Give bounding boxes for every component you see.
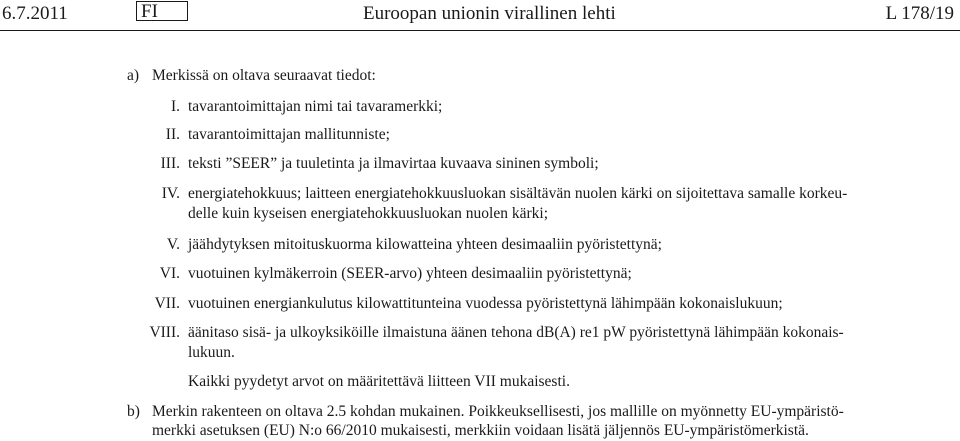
- item-a-intro: Merkissä on oltava seuraavat tiedot:: [152, 67, 376, 84]
- subitem-text: vuotuinen kylmäkerroin (SEER-arvo) yhteen desimaaliin pyöristettynä;: [188, 265, 632, 282]
- subitem-text: lukuun.: [188, 344, 235, 361]
- header-rule: [0, 30, 960, 31]
- item-a-marker: a): [127, 67, 140, 84]
- item-b-marker: b): [127, 403, 140, 420]
- journal-title: Euroopan unionin virallinen lehti: [363, 3, 616, 24]
- item-b-text: merkki asetuksen (EU) N:o 66/2010 mukaisesti, merkkiin voidaan lisätä jäljennös EU-ympäristömerkistä.: [152, 422, 809, 439]
- roman-numeral: IV.: [161, 185, 180, 202]
- values-note: Kaikki pyydetyt arvot on määritettävä liitteen VII mukaisesti.: [188, 373, 570, 390]
- roman-numeral: I.: [170, 98, 180, 115]
- subitem-text: delle kuin kyseisen energiatehokkuusluokan nuolen kärki;: [188, 205, 549, 222]
- header-date: 6.7.2011: [2, 3, 68, 24]
- page-reference: L 178/19: [885, 3, 954, 24]
- roman-numeral: VI.: [159, 265, 180, 282]
- roman-numeral: VII.: [154, 295, 180, 312]
- roman-numeral: V.: [166, 236, 180, 253]
- subitem-text: energiatehokkuus; laitteen energiatehokkuusluokan sisältävän nuolen kärki on sijoitettava samalle korkeu-: [188, 185, 848, 202]
- roman-numeral: II.: [165, 126, 180, 143]
- item-b-text: Merkin rakenteen on oltava 2.5 kohdan mukainen. Poikkeuksellisesti, jos mallille on myönnetty EU-ympäristö-: [152, 403, 844, 420]
- subitem-text: äänitaso sisä- ja ulkoyksiköille ilmaistuna äänen tehona dB(A) re1 pW pyöristettynä lähimpään kokonais-: [188, 324, 844, 341]
- subitem-text: tavarantoimittajan nimi tai tavaramerkki;: [188, 98, 443, 115]
- journal-header: [0, 0, 960, 30]
- subitem-text: jäähdytyksen mitoituskuorma kilowatteina yhteen desimaaliin pyöristettynä;: [188, 236, 662, 253]
- roman-numeral: VIII.: [149, 324, 180, 341]
- language-box: FI: [136, 1, 188, 21]
- subitem-text: tavarantoimittajan mallitunniste;: [188, 126, 390, 143]
- roman-numeral: III.: [160, 155, 180, 172]
- subitem-text: teksti ”SEER” ja tuuletinta ja ilmavirtaa kuvaava sininen symboli;: [188, 155, 599, 172]
- subitem-text: vuotuinen energiankulutus kilowattitunteina vuodessa pyöristettynä lähimpään kokonaislukuun;: [188, 295, 783, 312]
